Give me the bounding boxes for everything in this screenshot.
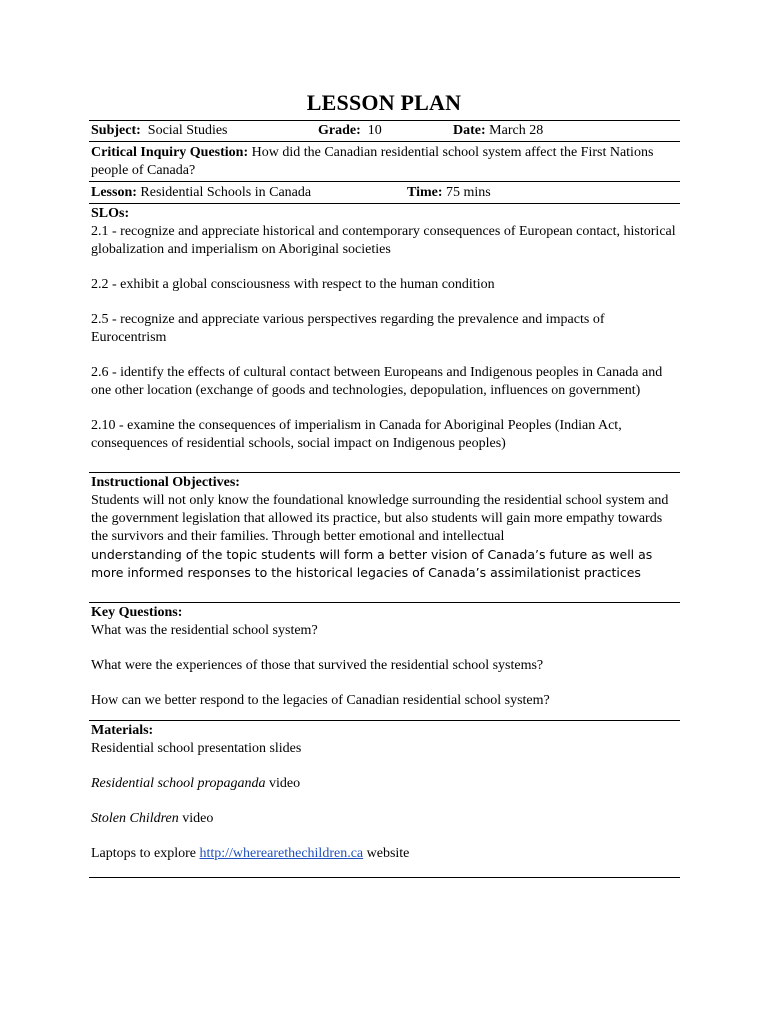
lesson-label: Lesson:: [91, 185, 137, 200]
materials-section: [89, 720, 680, 878]
lesson-cell: [91, 184, 407, 202]
key-questions-section: [89, 602, 680, 720]
date-label: Date:: [453, 123, 486, 138]
key-questions-heading: Key Questions:: [91, 605, 183, 620]
objectives-text: Students will not only know the foundational knowledge surrounding the residential school system and the government legislation that allowed its practice, but also students will gain more empathy towards the survivors and their families. Through better emotional and intellectual: [91, 493, 669, 544]
time-cell: [407, 184, 491, 202]
page-title: LESSON PLAN: [306, 90, 462, 115]
lesson-row: [89, 181, 680, 203]
slo-item: 2.1 - recognize and appreciate historical and contemporary consequences of European contact, historical globalization and imperialism on Aboriginal societies: [91, 224, 676, 257]
material-item: [91, 810, 678, 828]
grade-value: 10: [367, 123, 382, 138]
date-cell: [453, 122, 543, 140]
slo-item: 2.10 - examine the consequences of imperialism in Canada for Aboriginal Peoples (Indian Act, consequences of residential schools, social impact on Indigenous peoples): [91, 418, 622, 451]
header-row: [89, 120, 680, 141]
subject-label: Subject:: [91, 123, 141, 138]
slos-section: [89, 203, 680, 472]
inquiry-text: How did the Canadian residential school system affect the First Nations people of Canada?: [91, 145, 654, 178]
date-value: March 28: [489, 123, 544, 138]
material-suffix: video: [265, 776, 301, 791]
slo-item: 2.5 - recognize and appreciate various perspectives regarding the prevalence and impacts of Eurocentrism: [91, 312, 605, 345]
materials-heading: Materials:: [91, 723, 154, 738]
material-suffix: website: [363, 846, 410, 861]
lesson-value: Residential Schools in Canada: [140, 185, 312, 200]
objectives-heading: Instructional Objectives:: [91, 475, 240, 490]
video-title: Stolen Children: [91, 811, 179, 826]
slos-heading: SLOs:: [91, 206, 130, 221]
material-prefix: Laptops to explore: [91, 846, 200, 861]
time-label: Time:: [407, 185, 443, 200]
video-title: Residential school propaganda: [91, 776, 266, 791]
key-question: What was the residential school system?: [91, 623, 318, 638]
time-value: 75 mins: [446, 185, 491, 200]
subject-cell: [91, 122, 318, 140]
subject-value: Social Studies: [147, 123, 228, 138]
key-question: What were the experiences of those that survived the residential school systems?: [91, 658, 544, 673]
lesson-plan-table: [89, 120, 680, 878]
slo-item: 2.6 - identify the effects of cultural contact between Europeans and Indigenous peoples in Canada and one other location (exchange of goods and technologies, depopulation, influences on government): [91, 365, 663, 398]
material-item: Residential school presentation slides: [91, 741, 302, 756]
inquiry-row: [89, 141, 680, 181]
objectives-text-continued: understanding of the topic students will form a better vision of Canada’s future as well as more informed responses to the historical legacies of Canada’s assimilationist practices: [91, 547, 653, 580]
material-item: [91, 845, 678, 863]
website-link[interactable]: http://wherearethechildren.ca: [199, 846, 364, 861]
inquiry-label: Critical Inquiry Question:: [91, 145, 249, 160]
grade-cell: [318, 122, 453, 140]
key-question: How can we better respond to the legacies of Canadian residential school system?: [91, 693, 550, 708]
objectives-section: [89, 472, 680, 602]
material-item: [91, 775, 678, 793]
material-suffix: video: [178, 811, 214, 826]
slo-item: 2.2 - exhibit a global consciousness with respect to the human condition: [91, 277, 495, 292]
grade-label: Grade:: [318, 123, 361, 138]
